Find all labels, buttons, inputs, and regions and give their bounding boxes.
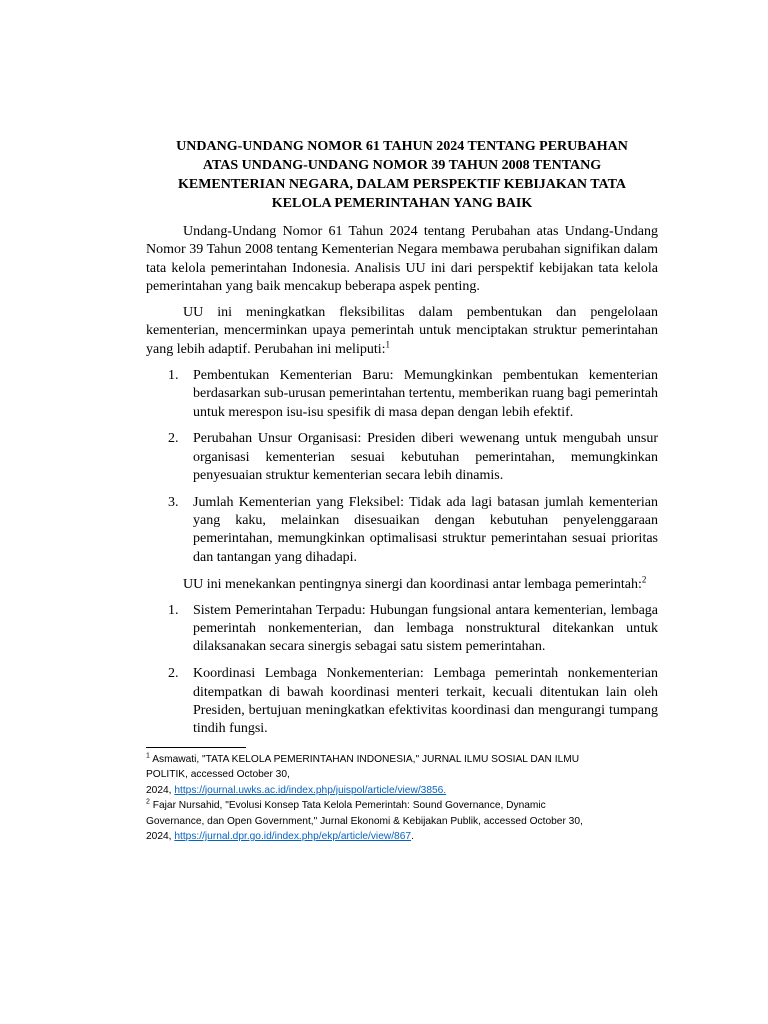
title-line: KELOLA PEMERINTAHAN YANG BAIK	[271, 196, 533, 211]
footnote	[146, 752, 658, 798]
footnote-text: POLITIK, accessed October 30,	[146, 769, 290, 781]
footnote-text: Asmawati, "TATA KELOLA PEMERINTAHAN INDONESIA," JURNAL ILMU SOSIAL DAN ILMU	[152, 753, 580, 765]
paragraph-text: UU ini meningkatkan fleksibilitas dalam pembentukan dan pengelolaan kementerian, mencerminkan upaya pemerintah untuk menciptakan struktur pemerintahan yang lebih adaptif. Perubahan ini meliputi:	[146, 305, 658, 357]
list-item	[146, 494, 658, 567]
footnote	[146, 798, 658, 844]
footnote-link[interactable]: https://jurnal.dpr.go.id/index.php/ekp/article/view/867	[174, 830, 412, 842]
list-item-text: Sistem Pemerintahan Terpadu: Hubungan fungsional antara kementerian, lembaga pemerintah nonkementerian, dan lembaga nonstruktural ditekankan untuk dilaksanakan secara sinergis sebagai satu sistem pemerintahan.	[193, 602, 658, 655]
list-item-text: Koordinasi Lembaga Nonkementerian: Lembaga pemerintah nonkementerian ditempatkan di bawah koordinasi menteri terkait, kecuali ditentukan lain oleh Presiden, bertujuan meningkatkan efektivitas koordinasi dan mengurangi tumpang tindih fungsi.	[193, 666, 658, 737]
footnotes	[146, 752, 658, 844]
footnote-separator	[146, 747, 246, 748]
footnote-link[interactable]: https://journal.uwks.ac.id/index.php/juispol/article/view/3856.	[174, 784, 447, 796]
footnote-text: Governance, dan Open Government," Jurnal Ekonomi & Kebijakan Publik, accessed October 30,	[146, 815, 583, 827]
title-line: ATAS UNDANG-UNDANG NOMOR 39 TAHUN 2008 TENTANG	[202, 158, 602, 173]
footnote-text: .	[411, 830, 414, 842]
list-item	[146, 430, 658, 485]
list-number: 1.	[168, 368, 179, 384]
title-line: KEMENTERIAN NEGARA, DALAM PERSPEKTIF KEBIJAKAN TATA	[177, 177, 627, 192]
list-item-text: Jumlah Kementerian yang Fleksibel: Tidak ada lagi batasan jumlah kementerian yang kaku, melainkan disesuaikan dengan kebutuhan penyelenggaraan pemerintahan, memungkinkan optimalisasi struktur pemerintahan sesuai prioritas dan tantangan yang dihadapi.	[193, 494, 658, 565]
synergy-paragraph	[146, 573, 658, 594]
footnote-text: 2024,	[146, 830, 175, 842]
footnote-number: 1	[146, 752, 150, 760]
footnote-text: Fajar Nursahid, "Evolusi Konsep Tata Kelola Pemerintah: Sound Governance, Dynamic	[152, 800, 546, 812]
document-title	[146, 137, 658, 213]
paragraph-text: UU ini menekankan pentingnya sinergi dan koordinasi antar lembaga pemerintah:	[183, 576, 642, 592]
footnote-number: 2	[146, 798, 150, 806]
title-line: UNDANG-UNDANG NOMOR 61 TAHUN 2024 TENTANG PERUBAHAN	[176, 139, 628, 154]
list-number: 3.	[168, 494, 179, 510]
changes-list	[146, 367, 658, 567]
document-content	[146, 137, 658, 844]
list-item-text: Pembentukan Kementerian Baru: Memungkinkan pembentukan kementerian berdasarkan sub-urusan pemerintahan tertentu, memberikan ruang bagi pemerintah untuk merespon isu-isu spesifik di masa depan dengan lebih efektif.	[193, 368, 658, 420]
list-item-text: Perubahan Unsur Organisasi: Presiden diberi wewenang untuk mengubah unsur organisasi kementerian sesuai kebutuhan pemerintahan, memungkinkan penyesuaian struktur kementerian secara lebih dinamis.	[193, 431, 658, 484]
flexibility-paragraph	[146, 304, 658, 359]
footnote-ref[interactable]: 1	[385, 339, 390, 350]
list-item	[146, 602, 658, 657]
footnote-ref[interactable]: 2	[641, 573, 647, 584]
list-number: 1.	[168, 602, 179, 618]
intro-paragraph: Undang-Undang Nomor 61 Tahun 2024 tentang Perubahan atas Undang-Undang Nomor 39 Tahun 2008 tentang Kementerian Negara membawa perubahan signifikan dalam tata kelola pemerintahan Indonesia. Analisis UU ini dari perspektif kebijakan tata kelola pemerintahan yang baik mencakup beberapa aspek penting.	[146, 224, 658, 294]
footnote-text: 2024,	[146, 784, 175, 796]
coordination-list	[146, 602, 658, 739]
list-item	[146, 367, 658, 422]
list-item	[146, 665, 658, 738]
list-number: 2.	[168, 666, 179, 682]
list-number: 2.	[168, 431, 179, 447]
